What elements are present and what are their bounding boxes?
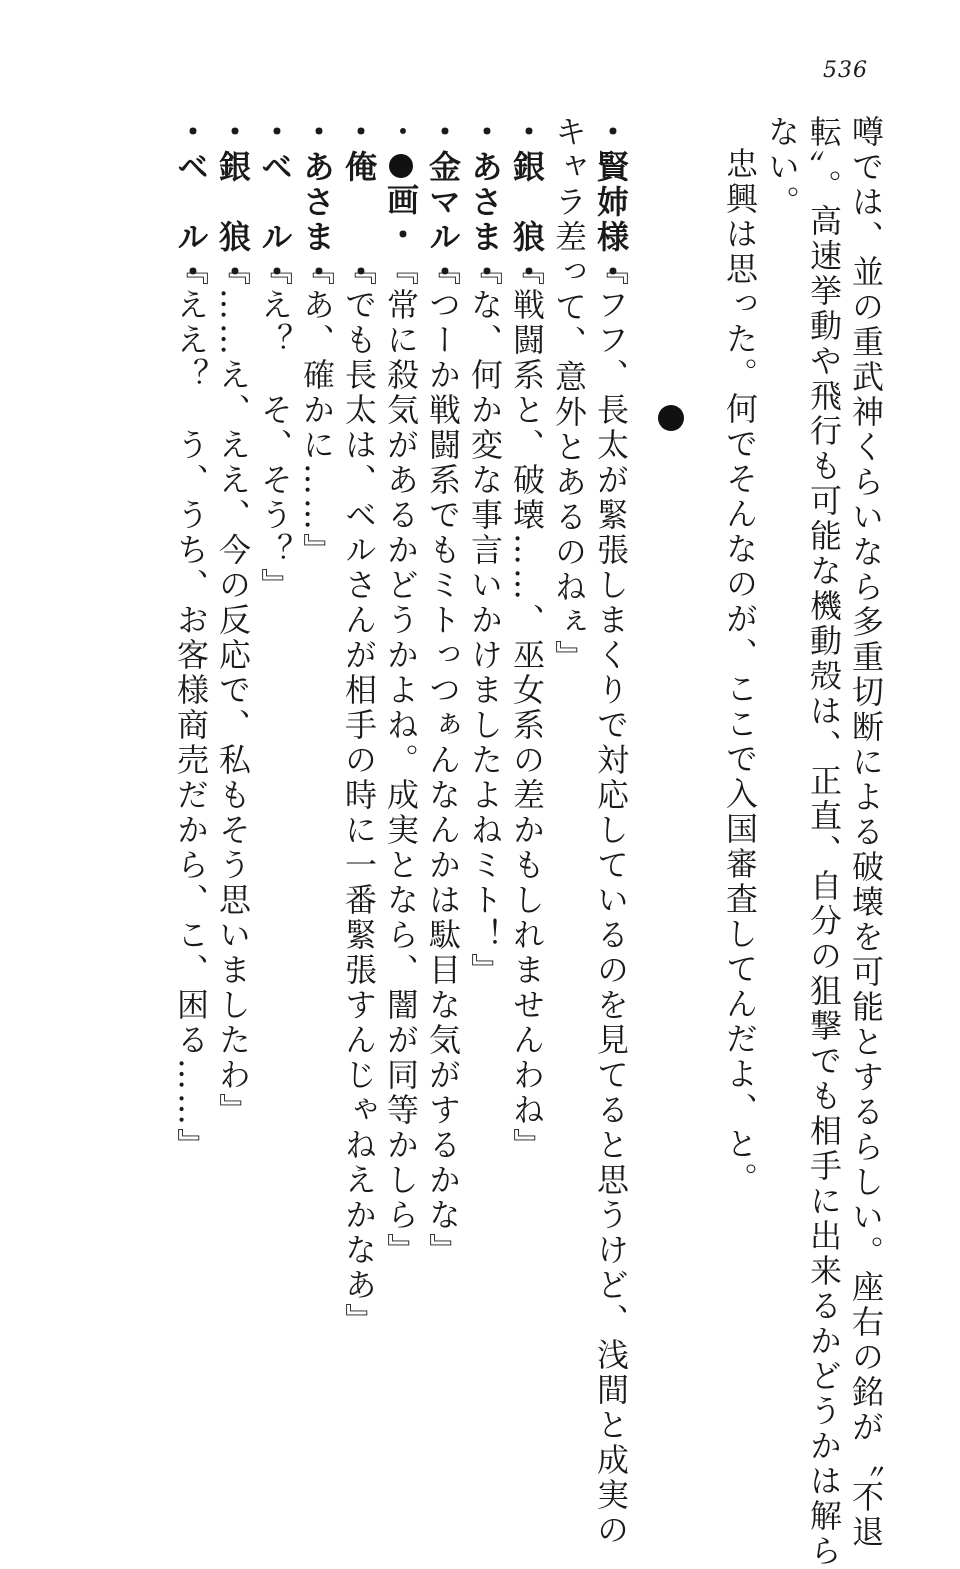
dialogue-line xyxy=(255,115,294,1255)
speaker-dot-icon xyxy=(389,154,413,178)
speaker-label: ・ベ ル・ xyxy=(172,115,210,290)
speaker-label: ・銀 狼・ xyxy=(508,115,546,290)
dialogue-text: 『フフ、長太が緊張しまくりで対応しているのを見てると思うけど、浅間と成実の xyxy=(592,253,630,1548)
dialogue-text: 『……え、ええ、今の反応で、私もそう思いましたわ』 xyxy=(214,253,252,1128)
dialogue-line xyxy=(549,115,588,1255)
speaker-label: ・銀 狼・ xyxy=(214,115,252,290)
speaker-label: ・賢姉様・ xyxy=(592,115,630,290)
dialogue-line xyxy=(339,115,378,1338)
dialogue-text: キャラ差って、意外とあるのねぇ』 xyxy=(550,115,588,675)
page-number: 536 xyxy=(823,58,868,83)
speaker-label: ・俺 ・ xyxy=(340,115,378,290)
speaker-label: ・画・ xyxy=(382,115,420,254)
dialogue-text: 『でも長太は、ベルさんが相手の時に一番緊張すんじゃねえかなあ』 xyxy=(340,253,378,1338)
dialogue-line xyxy=(465,115,504,1255)
dialogue-text: 『戦闘系と、破壊……、巫女系の差かもしれませんわね』 xyxy=(508,253,546,1163)
speaker-label: ・ベ ル・ xyxy=(256,115,294,290)
dialogue-line xyxy=(507,115,546,1255)
speaker-label: ・あさま・ xyxy=(298,115,336,290)
dialogue-line xyxy=(297,115,336,1255)
narration-line: 忠興は思った。何でそんなのが、ここで入国審査してんだよ、と。 xyxy=(721,147,759,1197)
narration-line: 転〟。高速挙動や飛行も可能な機動殻は、正直、自分の狙撃でも相手に出来るかどうかは解ら xyxy=(805,115,843,1569)
dialogue-line xyxy=(213,115,252,1255)
dialogue-text: 『な、何か変な事言いかけましたよねミト！』 xyxy=(466,253,504,988)
narration-line: ない。 xyxy=(763,115,801,220)
dialogue-text: 『あ、確かに……』 xyxy=(298,253,336,568)
text-body xyxy=(122,115,885,1569)
dialogue-line xyxy=(591,115,630,1548)
dialogue-line xyxy=(423,115,462,1268)
dialogue-text: 『常に殺気があるかどうかよね。成実となら、闇が同等かしら』 xyxy=(382,253,420,1268)
speaker-label: ・あさま・ xyxy=(466,115,504,290)
dialogue-text: 『え？ そ、そう？』 xyxy=(256,253,294,603)
dialogue-line xyxy=(171,115,210,1255)
dialogue-text: 『つーか戦闘系でもミトっつぁんなんかは駄目な気がするかな』 xyxy=(424,253,462,1268)
dialogue-text: 『ええ？ う、うち、お客様商売だから、こ、困る……』 xyxy=(172,253,210,1163)
scene-break-dot-icon xyxy=(658,405,684,431)
dialogue-line xyxy=(381,115,420,1268)
speaker-label: ・金マル・ xyxy=(424,115,462,290)
narration-line: 噂では、並の重武神くらいなら多重切断による破壊を可能とするらしい。座右の銘が〝不退 xyxy=(847,115,885,1550)
